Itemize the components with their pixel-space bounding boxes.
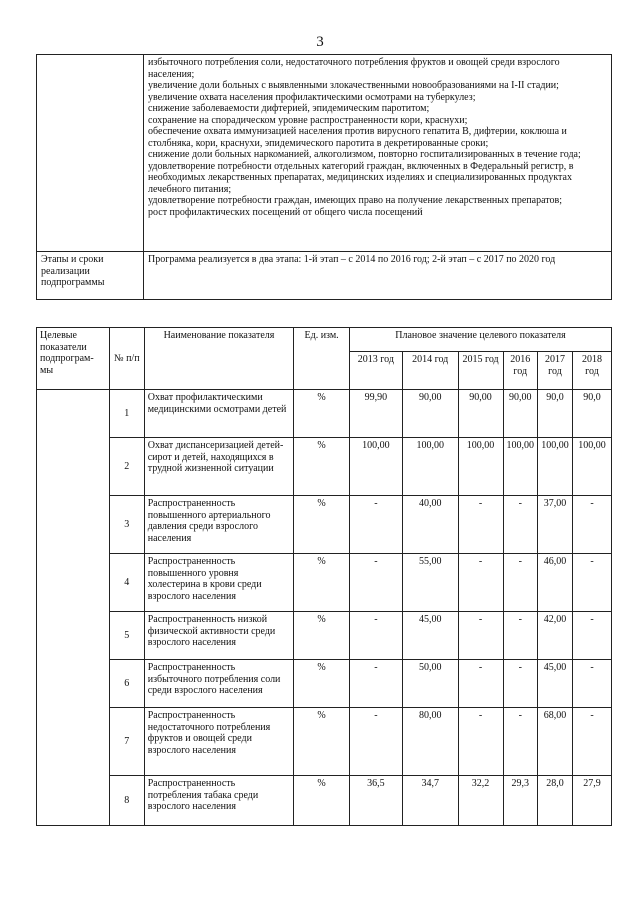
stages-text: Программа реализуется в два этапа: 1-й этап – с 2014 по 2016 год; 2-й этап – с 2017 по 2020 год [144,252,612,300]
indicator-value: 80,00 [402,708,458,776]
indicator-value: 46,00 [538,554,573,612]
header-target: Целевые показатели подпрограм-мы [37,328,110,390]
row-number: 8 [109,776,144,826]
indicator-value: - [503,612,538,660]
year-header: 2015 год [458,352,503,390]
indicator-unit: % [294,612,350,660]
year-header: 2018 год [572,352,611,390]
table-row [37,708,612,776]
indicator-value: - [572,554,611,612]
table-row [37,554,612,612]
indicator-value: 27,9 [572,776,611,826]
row-number: 6 [109,660,144,708]
year-header: 2017 год [538,352,573,390]
goal-item: снижение заболеваемости дифтерией, эпидемическим паротитом; [148,103,430,114]
goal-item: увеличение охвата населения профилактическими осмотрами на туберкулез; [148,91,476,103]
header-num: № п/п [109,328,144,390]
row-number: 3 [109,496,144,554]
table-row [37,776,612,826]
year-header: 2013 год [349,352,402,390]
row-number: 4 [109,554,144,612]
goal-item: снижение доли больных наркоманией, алкоголизмом, повторно госпитализированных в течение года; [148,149,581,160]
indicator-value: - [458,612,503,660]
indicator-value: 90,00 [402,390,458,438]
indicator-value: 28,0 [538,776,573,826]
indicator-value: 55,00 [402,554,458,612]
row-number: 2 [109,438,144,496]
indicator-value: - [572,612,611,660]
indicator-unit: % [294,776,350,826]
indicator-value: - [503,660,538,708]
indicator-unit: % [294,438,350,496]
indicator-name: Распространенность низкой физической активности среди взрослого населения [144,612,294,660]
indicator-value: - [349,612,402,660]
goal-item: рост профилактических посещений от общего числа посещений [148,206,423,218]
indicator-value: 100,00 [349,438,402,496]
indicator-name: Распространенность потребления табака среди взрослого населения [144,776,294,826]
indicator-value: - [572,496,611,554]
table-row [37,612,612,660]
page-number: 3 [316,34,324,50]
indicator-value: 40,00 [402,496,458,554]
indicator-value: - [349,708,402,776]
indicator-value: - [458,708,503,776]
indicator-value: 100,00 [538,438,573,496]
header-name: Наименование показателя [144,328,294,390]
table-row [37,390,612,438]
indicator-value: 90,0 [572,390,611,438]
header-unit: Ед. изм. [294,328,350,390]
year-header: 2016 год [503,352,538,390]
indicator-name: Охват диспансеризацией детей-сирот и детей, находящихся в трудной жизненной ситуации [144,438,294,496]
indicator-value: 100,00 [503,438,538,496]
indicator-value: 100,00 [458,438,503,496]
table-row [37,660,612,708]
indicator-unit: % [294,554,350,612]
goal-item: удовлетворение потребности граждан, имеющих право на получение лекарственных препаратов; [148,195,563,206]
indicator-name: Распространенность повышенного артериального давления среди взрослого населения [144,496,294,554]
header-planned: Плановое значение целевого показателя [349,328,611,352]
table-row [37,438,612,496]
stages-label: Этапы и сроки реализации подпрограммы [37,252,144,300]
goals-cell [144,55,612,252]
goal-item: удовлетворение потребности отдельных категорий граждан, включенных в Федеральный регистр, в необходимых лекарственных препаратах, медицинских изделиях и специализированных продуктах лечебного питания; [148,160,574,195]
indicator-value: 50,00 [402,660,458,708]
indicator-value: 29,3 [503,776,538,826]
row-number: 5 [109,612,144,660]
indicator-value: 68,00 [538,708,573,776]
indicator-value: 100,00 [572,438,611,496]
indicator-value: 32,2 [458,776,503,826]
indicator-unit: % [294,496,350,554]
goals-label-cell [37,55,144,252]
indicator-name: Распространенность повышенного уровня холестерина в крови среди взрослого населения [144,554,294,612]
indicator-name: Распространенность недостаточного потребления фруктов и овощей среди взрослого населения [144,708,294,776]
indicator-value: 90,00 [503,390,538,438]
goal-item: сохранение на спорадическом уровне распространенности кори, краснухи; [148,114,468,126]
row-number: 1 [109,390,144,438]
indicator-name: Распространенность избыточного потребления соли среди взрослого населения [144,660,294,708]
indicator-value: 45,00 [402,612,458,660]
indicator-unit: % [294,660,350,708]
indicator-value: - [458,554,503,612]
indicator-value: - [503,708,538,776]
indicator-value: - [572,660,611,708]
indicator-value: 90,0 [538,390,573,438]
goal-item: обеспечение охвата иммунизацией населения против вирусного гепатита В, дифтерии, коклюша и столбняка, кори, краснухи, эпидемического паротита в декретированные сроки; [148,126,567,149]
indicator-value: 36,5 [349,776,402,826]
target-blank-cell [37,390,110,826]
indicator-value: - [458,496,503,554]
row-number: 7 [109,708,144,776]
program-passport-table [36,54,612,300]
indicator-value: - [349,660,402,708]
goal-item: избыточного потребления соли, недостаточного потребления фруктов и овощей среди взрослого населения; [148,57,560,80]
indicator-value: - [349,496,402,554]
indicators-rows [37,390,612,826]
indicator-value: - [572,708,611,776]
indicator-value: 37,00 [538,496,573,554]
indicator-value: 45,00 [538,660,573,708]
indicator-value: - [349,554,402,612]
indicator-value: - [503,554,538,612]
indicator-name: Охват профилактическими медицинскими осмотрами детей [144,390,294,438]
indicator-value: 99,90 [349,390,402,438]
table-row [37,496,612,554]
indicators-table [36,327,612,826]
indicator-value: 100,00 [402,438,458,496]
indicator-value: - [458,660,503,708]
indicator-value: 34,7 [402,776,458,826]
indicator-unit: % [294,390,350,438]
indicator-value: 90,00 [458,390,503,438]
year-header: 2014 год [402,352,458,390]
indicator-value: - [503,496,538,554]
goal-item: увеличение доли больных с выявленными злокачественными новообразованиями на I-II стадии; [148,80,559,91]
indicator-value: 42,00 [538,612,573,660]
indicator-unit: % [294,708,350,776]
